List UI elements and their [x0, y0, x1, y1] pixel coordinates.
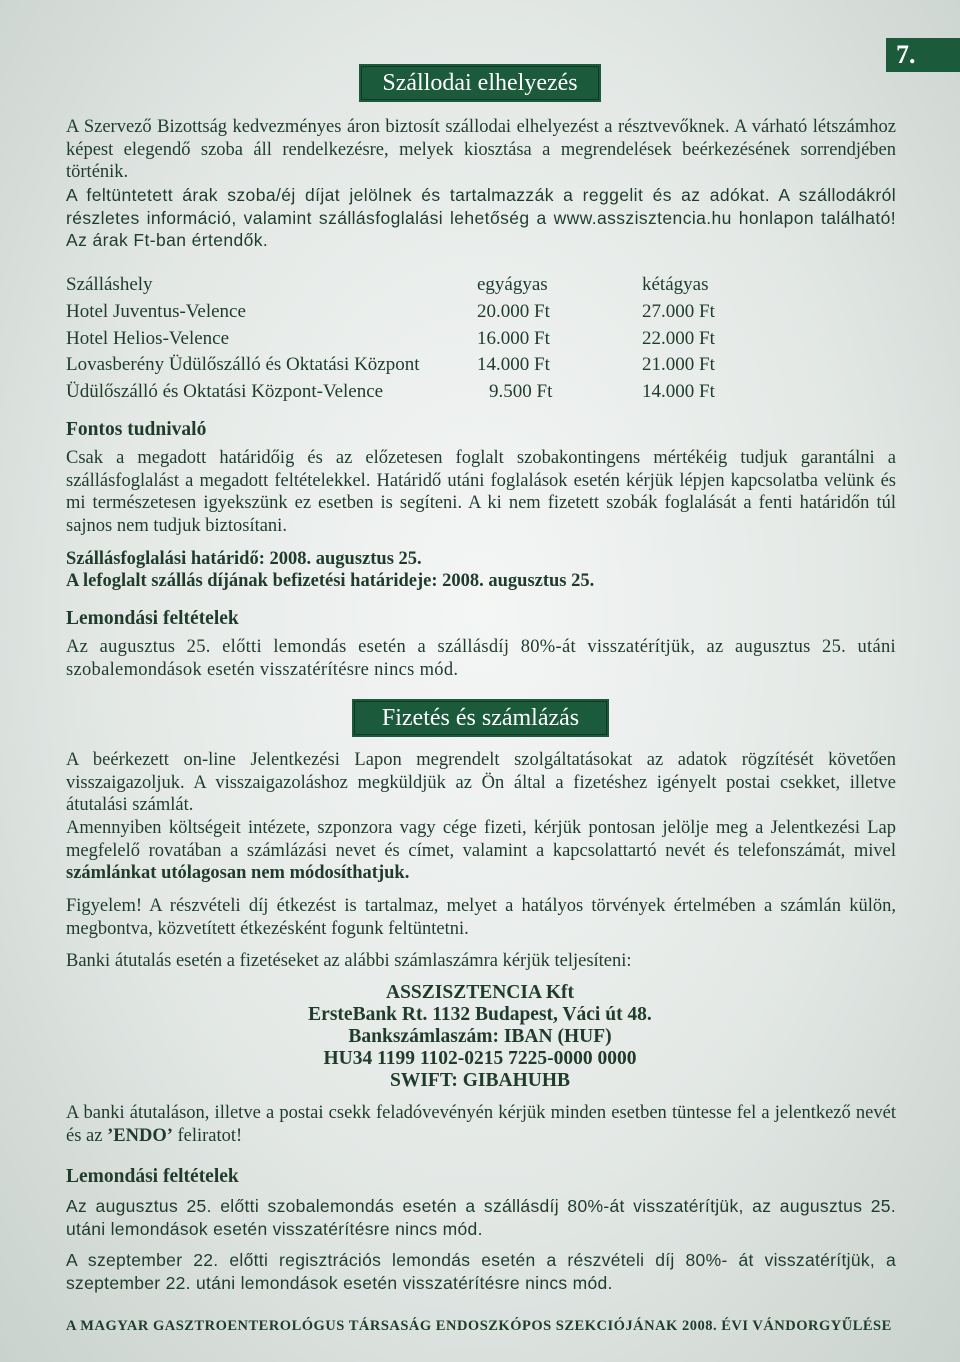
payment-paragraph-4: Banki átutalás esetén a fizetéseket az alábbi számlaszámra kérjük teljesíteni:: [66, 951, 632, 971]
hotel-name: Hotel Juventus-Velence: [66, 301, 246, 323]
important-heading: Fontos tudnivaló: [66, 419, 207, 440]
price-single: 16.000 Ft: [477, 327, 550, 349]
hotel-name: Lovasberény Üdülőszálló és Oktatási Központ: [66, 354, 420, 376]
accommodation-intro-1: A Szervező Bizottság kedvezményes áron biztosít szállodai elhelyezést a résztvevőknek. A várható létszámhoz képest elegendő szoba áll rendelkezésre, melyek kiosztása a megrendelések beérkezésének sorrendjében történik.: [66, 117, 896, 182]
payment-cancellation-text-1: Az augusztus 25. előtti szobalemondás esetén a szállásdíj 80%-át visszatérítjük, az augusztus 25. utáni lemondások esetén visszatérítésre nincs mód.: [66, 1196, 896, 1239]
payment-paragraph-1: A beérkezett on-line Jelentkezési Lapon megrendelt szolgáltatásokat az adatok rögzítését követően visszaigazoljuk. A visszaigazoláshoz megküldjük az Ön által a fizetéshez igényelt postai csekket, illetve átutalási számlát.: [66, 750, 896, 815]
payment-title: Fizetés és számlázás: [352, 699, 609, 737]
header-double: kétágyas: [642, 274, 709, 296]
price-double: 14.000 Ft: [642, 381, 715, 403]
payment-paragraph-5-end: feliratot!: [177, 1125, 243, 1146]
hotel-name: Hotel Helios-Velence: [66, 327, 230, 349]
page-footer: A MAGYAR GASZTROENTEROLÓGUS TÁRSASÁG ENDOSZKÓPOS SZEKCIÓJÁNAK 2008. ÉVI VÁNDORGYŰLÉSE: [66, 1318, 892, 1334]
table-row: [66, 352, 782, 379]
payment-paragraph-2: [66, 817, 896, 885]
bank-details: [0, 982, 960, 1092]
bank-swift: SWIFT: GIBAHUHB: [389, 1070, 571, 1091]
header-location: Szálláshely: [66, 274, 153, 296]
payment-cancellation-heading: Lemondási feltételek: [66, 1166, 239, 1187]
payment-paragraph-5-text: A banki átutaláson, illetve a postai csekk feladóvevényén kérjük minden esetben tüntesse fel a jelentkező nevét és az: [66, 1103, 896, 1146]
bank-account-label: Bankszámlaszám: IBAN (HUF): [348, 1026, 612, 1047]
accommodation-title: Szállodai elhelyezés: [359, 64, 601, 102]
hotel-name: Üdülőszálló és Oktatási Központ-Velence: [66, 381, 384, 403]
price-single: 14.000 Ft: [477, 354, 550, 376]
hotel-price-table: [66, 272, 782, 405]
payment-paragraph-2-bold: számlánkat utólagosan nem módosíthatjuk.: [66, 863, 410, 883]
bank-address: ErsteBank Rt. 1132 Budapest, Váci út 48.: [308, 1004, 652, 1025]
bank-company: ASSZISZTENCIA Kft: [385, 982, 575, 1003]
accommodation-intro-2: A feltüntetett árak szoba/éj díjat jelölnek és tartalmazzák a reggelit és az adókat. A szállodákról részletes információ, valamint szállásfoglalási lehetőség a www.asszisztencia.hu honlapon található! Az árak Ft-ban értendők.: [66, 185, 896, 250]
cancellation-text: Az augusztus 25. előtti lemondás esetén a szállásdíj 80%-át visszatérítjük, az augusztus 25. utáni szobalemondások esetén visszatérítésre nincs mód.: [66, 637, 896, 680]
price-double: 21.000 Ft: [642, 354, 715, 376]
important-text: Csak a megadott határidőig és az előzetesen foglalt szobakontingens mértékéig tudjuk garantálni a szállásfoglalást a megadott feltételekkel. Határidő utáni foglalások esetén kérjük lépjen kapcsolatba velünk és mi természetesen igyekszünk ez esetben is segíteni. A ki nem fizetett szobák foglalását a fenti határidőn túl sajnos nem tudjuk biztosítani.: [66, 448, 896, 536]
price-double: 27.000 Ft: [642, 301, 715, 323]
payment-paragraph-5: [66, 1102, 896, 1147]
payment-paragraph-3: Figyelem! A részvételi díj étkezést is tartalmaz, melyet a hatályos törvények értelmében a számlán külön, megbontva, közvetített étkezésként fogunk feltüntetni.: [66, 896, 896, 939]
page-number: 7.: [886, 38, 960, 72]
price-double: 22.000 Ft: [642, 327, 715, 349]
endo-label: ’ENDO’: [107, 1125, 173, 1146]
table-row: [66, 299, 782, 326]
price-single: 20.000 Ft: [477, 301, 550, 323]
payment-paragraph-2-text: Amennyiben költségeit intézete, szponzora vagy cége fizeti, kérjük pontosan jelölje meg a Jelentkezési Lap megfelelő rovatában a számlázási nevet és címet, valamint a kapcsolattartó nevét és telefonszámát, mivel: [66, 818, 896, 861]
table-header-row: [66, 272, 782, 299]
cancellation-heading: Lemondási feltételek: [66, 608, 239, 629]
payment-deadline: A lefoglalt szállás díjának befizetési határideje: 2008. augusztus 25.: [66, 571, 595, 591]
header-single: egyágyas: [477, 274, 548, 296]
table-row: [66, 325, 782, 352]
booking-deadline: Szállásfoglalási határidő: 2008. augusztus 25.: [66, 549, 422, 569]
bank-iban: HU34 1199 1102-0215 7225-0000 0000: [323, 1048, 637, 1069]
payment-cancellation-text-2: A szeptember 22. előtti regisztrációs lemondás esetén a részvételi díj 80%- át visszatérítjük, a szeptember 22. utáni lemondások esetén visszatérítésre nincs mód.: [66, 1250, 896, 1293]
table-row: [66, 379, 782, 406]
price-single: 9.500 Ft: [489, 381, 553, 403]
